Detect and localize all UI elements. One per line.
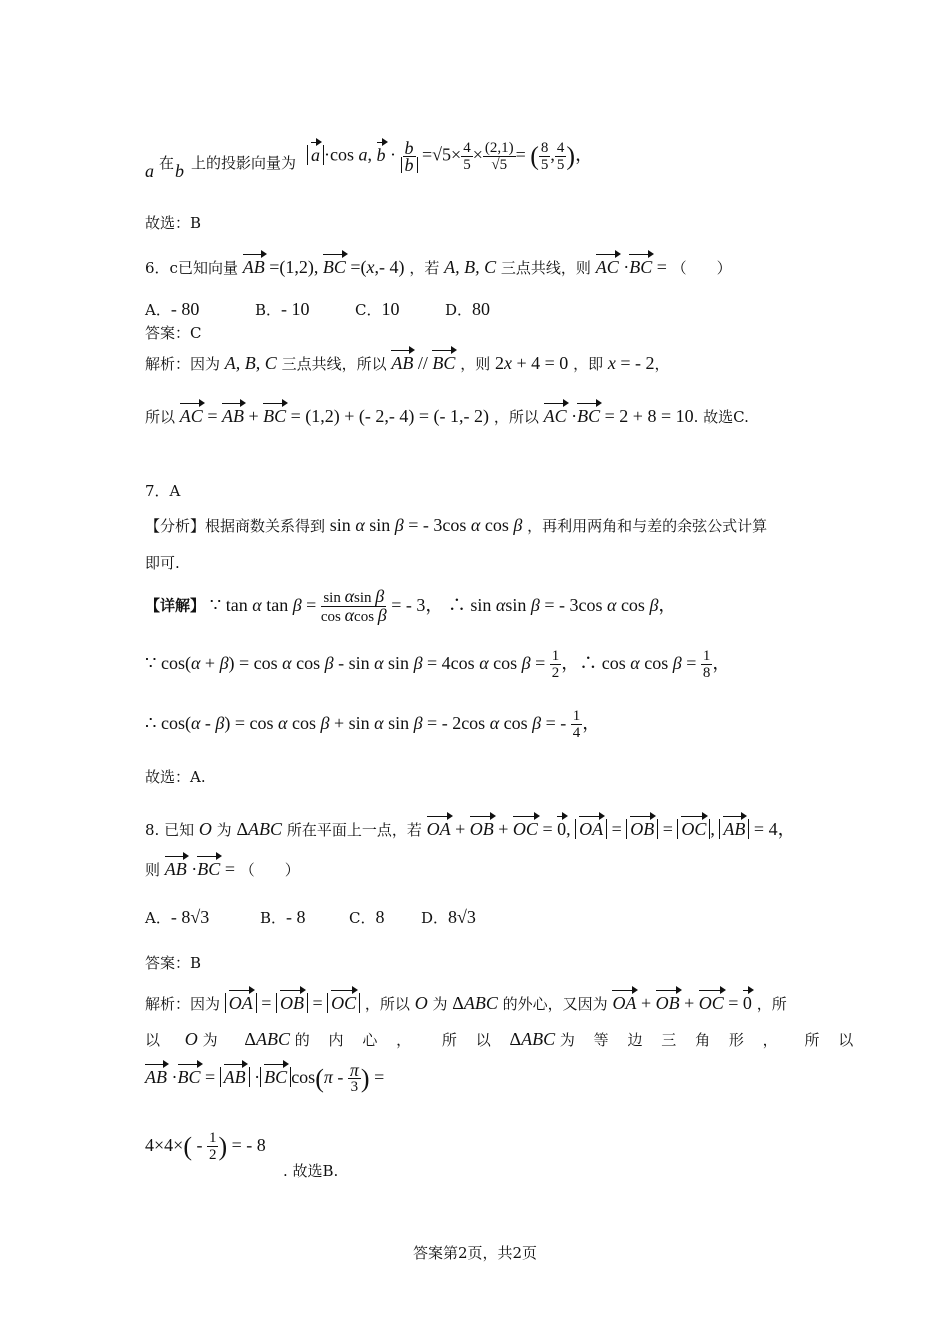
q8-stem-1: 8. 已知 O 为 ΔABC 所在平面上一点，若 OA + OB + OC = 0, OA = OB = OC , AB = 4， xyxy=(145,819,796,839)
option-d: D．80 xyxy=(445,299,491,319)
text: 在 xyxy=(159,154,175,172)
var-b: b xyxy=(175,161,184,181)
q7-end: 故选：A. xyxy=(145,768,206,786)
q8-solution-2: 以 O 为 ΔABC 的 内 心 ， 所 以 ΔABC 为 等 边 三 角 形 ， 所 以 xyxy=(145,1029,854,1049)
q8-answer: 答案：B xyxy=(145,954,202,972)
projection-formula: a ·cos a, b · $\frac{b}{b}$ =√5× $\frac{4}{5}$ × $\frac{(2,1)}{√5}$ = ( $\frac{8}{5}$ , $\frac{4}{5}$ )， xyxy=(307,140,593,173)
option-b: B．- 10 xyxy=(255,299,310,319)
text: 6．c已知向量 xyxy=(145,259,238,277)
q6-stem xyxy=(145,256,820,279)
option-d: D．8√3 xyxy=(421,907,476,927)
projection-line xyxy=(145,130,820,180)
q6-solution-2: 所以 AC = AB + BC = (1,2) + (- 2,- 4) = (- 1,- 2) ，所以 AC ·BC = 2 + 8 = 10. 故选C. xyxy=(145,406,749,426)
option-b: B．- 8 xyxy=(260,907,306,927)
text: ，若 xyxy=(409,259,440,277)
q7-detail-1: 【详解】 ∵ tan α tan β = $\frac{\text{sin αsin β}}{\text{cos αcos β}}$ = - 3， ∴ sin αsin β = - 3cos α cos β， xyxy=(145,586,677,625)
q7-analysis-2: 即可. xyxy=(145,554,180,572)
page-footer: 答案第2页，共2页 xyxy=(412,1244,538,1262)
option-a: A．- 8√3 xyxy=(145,907,210,927)
text: 上的投影向量为 xyxy=(191,154,297,172)
option-c: C．8 xyxy=(349,907,385,927)
q6-solution-1: 解析：因为 A, B, C 三点共线，所以 AB // BC ，则 2x + 4 = 0 ，即 x = - 2， xyxy=(145,353,670,373)
answer-line: 故选：B xyxy=(145,214,202,232)
q8-solution-1: 解析：因为 OA = OB = OC ，所以 O 为 ΔABC 的外心，又因为 OA + OB + OC = 0 ，所 xyxy=(145,993,787,1013)
points: A, B, C xyxy=(444,257,497,277)
q7-analysis: 【分析】根据商数关系得到 sin α sin β = - 3cos α cos β ，再利用两角和与差的余弦公式计算 xyxy=(145,515,768,535)
q8-stem-2: 则 AB ·BC = （ ） xyxy=(145,859,300,879)
text: 三点共线，则 xyxy=(500,259,591,277)
q8-solution-4: 4×4×( - $\frac{1}{2}$ ) = - 8 xyxy=(145,1130,266,1163)
q7-detail-2: ∵ cos(α + β) = cos α cos β - sin α sin β = 4cos α cos β = $\frac{1}{2}$ ，∴ cos α cos β = $\frac{1}{8}$ ， xyxy=(145,648,731,681)
option-c: C．10 xyxy=(355,299,400,319)
q8-solution-3: AB ·BC = AB · BC cos(π - $\frac{\pi}{3}$ ) = xyxy=(145,1060,385,1095)
option-a: A．- 80 xyxy=(145,299,200,319)
q6-vectors: AB =(1,2), BC =(x,- 4) xyxy=(242,257,405,277)
q7-head: 7．A xyxy=(145,482,181,500)
text: （ ） xyxy=(671,259,732,277)
q7-detail-3: ∴ cos(α - β) = cos α cos β + sin α sin β = - 2cos α cos β = - $\frac{1}{4}$ ， xyxy=(145,708,601,741)
q6-product: AC ·BC = xyxy=(595,257,667,277)
q8-end: . 故选B. xyxy=(283,1162,339,1180)
q6-answer: 答案：C xyxy=(145,324,202,342)
var-a: a xyxy=(145,161,154,181)
